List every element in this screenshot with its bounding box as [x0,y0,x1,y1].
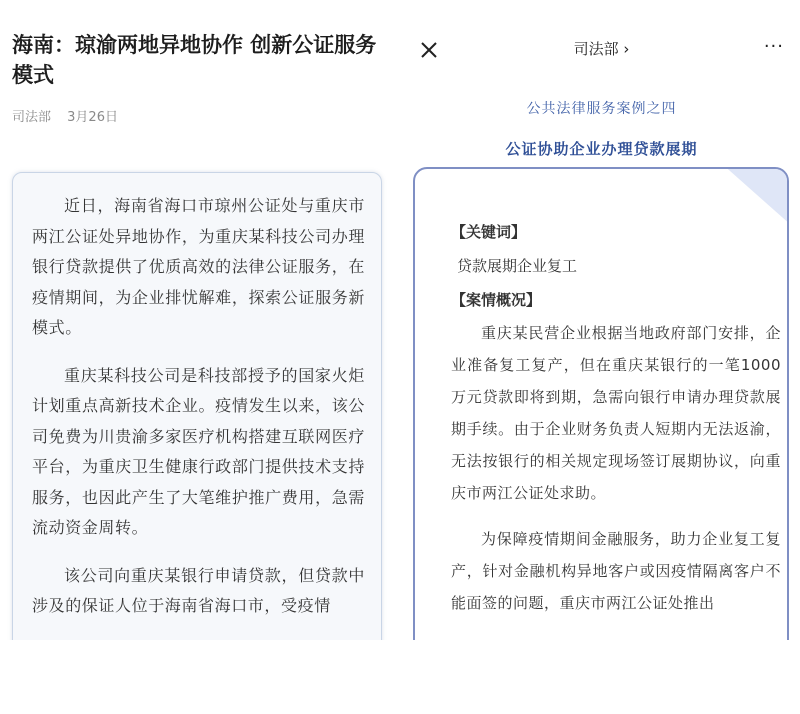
case-paragraph: 为保障疫情期间金融服务，助力企业复工复产，针对金融机构异地客户或因疫情隔离客户不能面签的问题，重庆市两江公证处推出 [451,530,781,612]
case-body-card [413,167,789,640]
right-case-panel [403,0,800,640]
case-title: 公证协助企业办理贷款展期 [505,140,698,158]
overview-heading: 【案情概况】 [451,291,542,309]
article-title: 海南：琼渝两地异地协作 创新公证服务模式 [12,33,377,87]
keywords-heading: 【关键词】 [451,223,527,241]
article-paragraph: 该公司向重庆某银行申请贷款，但贷款中涉及的保证人位于海南省海口市，受疫情 [32,565,365,615]
article-paragraph: 近日，海南省海口市琼州公证处与重庆市两江公证处异地协作，为重庆某科技公司办理银行贷款提供了优质高效的法律公证服务，在疫情期间，为企业排忧解难，探索公证服务新模式。 [32,196,365,337]
case-paragraph: 重庆某民营企业根据当地政府部门安排，企业准备复工复产，但在重庆某银行的一笔1000万元贷款即将到期，急需向银行申请办理贷款展期手续。由于企业财务负责人短期内无法返渝，无法按银行的相关规定现场签订展期协议，向重庆市两江公证处求助。 [451,324,781,502]
top-bar [403,30,800,70]
keywords-value: 贷款展期企业复工 [457,257,578,275]
more-options-icon[interactable]: ··· [763,36,784,57]
article-paragraph: 重庆某科技公司是科技部授予的国家火炬计划重点高新技术企业。疫情发生以来，该公司免费为川贵渝多家医疗机构搭建互联网医疗平台，为重庆卫生健康行政部门提供技术支持服务，也因此产生了大笔维护推广费用，急需流动资金周转。 [32,365,365,537]
left-article-panel [0,0,395,640]
article-body-card [12,172,382,640]
account-title-link[interactable]: 司法部 › [573,40,630,58]
article-meta [12,106,118,125]
article-date: 3月26日 [67,110,118,125]
article-source[interactable]: 司法部 [12,110,52,125]
case-series-label: 公共法律服务案例之四 [526,101,677,117]
